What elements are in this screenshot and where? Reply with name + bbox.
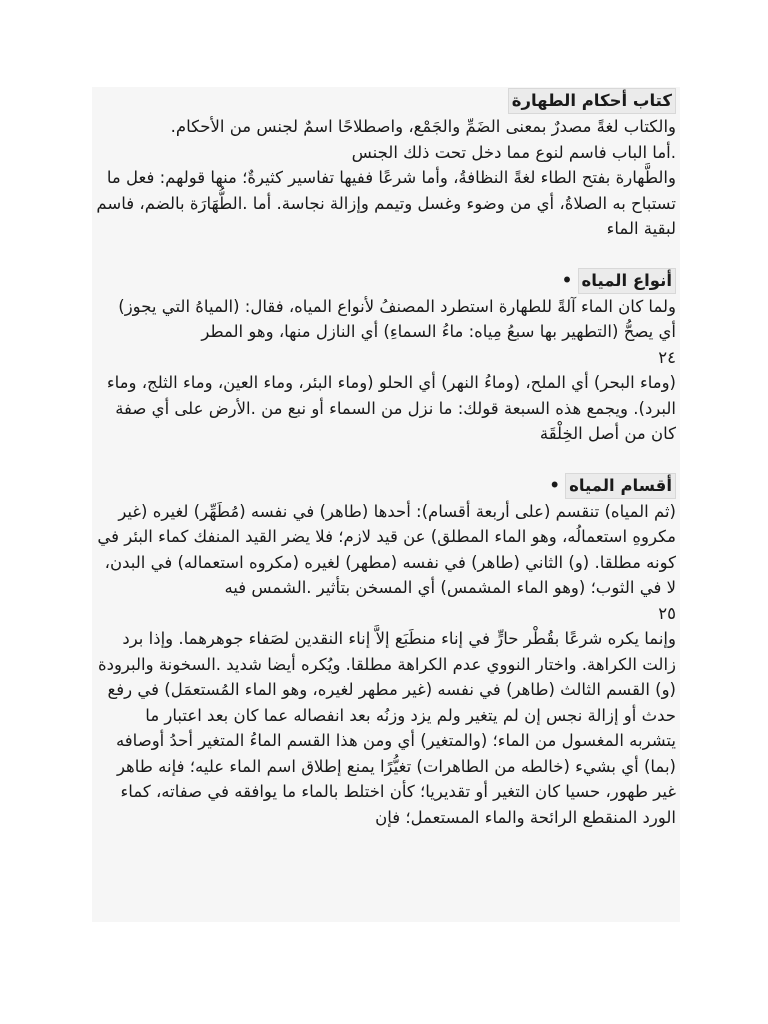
section-heading-water-types: أنواع المياه [578,268,676,294]
intro-paragraph-3: والطَّهارة بفتح الطاء لغةً النظافةُ، وأما شرعًا ففيها تفاسير كثيرةٌ؛ منها قولهم: فعل ما تستباح به الصلاةُ، أي من وضوء وغسل وتيمم وإزالة نجاسة. أما .الطُّهَارَة بالضم، فاسم لبقية الماء [96,168,676,238]
section2-paragraph-1: (ثم المياه) تنقسم (على أربعة أقسام): أحدها (طاهر) في نفسه (مُطَهِّر) لغيره (غير مكروهِ استعمالُه، وهو الماء المطلق) عن قيد لازم؛ فلا يضر القيد المنفك كماء البئر في كونه مطلقا. (و) الثاني (طاهر) في نفسه (مطهر) لغيره (مكروه استعماله) في البدن، لا في الثوب؛ (وهو الماء المشمس) أي المسخن بتأثير .الشمس فيه [97,501,676,597]
document-page [92,87,680,922]
section-heading-line [96,267,676,294]
section-heading-line [96,472,676,499]
section1-paragraph-1: ولما كان الماء آلةً للطهارة استطرد المصنفُ لأنواع المياه، فقال: (المياهُ التي يجوز) أي يصحُّ (التطهير بها سبعُ مِياه: ماءُ السماءِ) أي النازل منها، وهو المطر [118,296,676,341]
section1-paragraph-2: (وماء البحر) أي الملح، (وماءُ النهر) أي الحلو (وماء البئر، وماء العين، وماء الثلج، وماء البرد). ويجمع هذه السبعة قولك: ما نزل من السماء أو نبع من .الأرض على أي صفة كان من أصل الخِلْقَة [106,373,676,443]
page-number: ٢٥ [658,603,676,623]
section2-paragraph-3: (و) القسم الثالث (طاهر) في نفسه (غير مطهر لغيره، وهو الماء المُستعمَل) في رفع حدث أو إزالة نجس إن لم يتغير ولم يزد وزنُه بعد انفصاله عما كان بعد اعتبار ما يتشربه المغسول من الماء؛ (والمتغير) أي ومن هذا القسم الماءُ المتغير أحدُ أوصافه (بما) أي بشيء (خالطه من الطاهرات) تغيُّرًا يمنع إطلاق اسم الماء عليه؛ فإنه طاهر غير طهور، حسيا كان التغير أو تقديريا؛ كأن اختلط بالماء ما يوافقه في صفاته، كماء الورد المنقطع الرائحة والماء المستعمل؛ فإن [107,680,676,827]
bullet-icon: • [549,475,560,495]
section2-paragraph-2: وإنما يكره شرعًا بقُطْر حارٍّ في إناء منطَبَع إلاَّ إناء النقدين لصَفاء جوهرهما. وإذا برد زالت الكراهة. واختار النووي عدم الكراهة مطلقا. ويُكره أيضا شديد .السخونة والبرودة [97,629,676,674]
title-line [96,87,676,114]
document-content [92,87,680,830]
page-title: كتاب أحكام الطهارة [508,88,676,114]
intro-paragraph-2: .أما الباب فاسم لنوع مما دخل تحت ذلك الجنس [351,142,676,162]
intro-paragraph-1: والكتاب لغةً مصدرٌ بمعنى الضَمِّ والجَمْع، واصطلاحًا اسمٌ لجنس من الأحكام. [170,117,676,136]
section-heading-water-categories: أقسام المياه [565,473,676,499]
spacer [96,447,676,472]
spacer [96,242,676,267]
bullet-icon: • [561,270,573,290]
page-number: ٢٤ [658,347,676,367]
